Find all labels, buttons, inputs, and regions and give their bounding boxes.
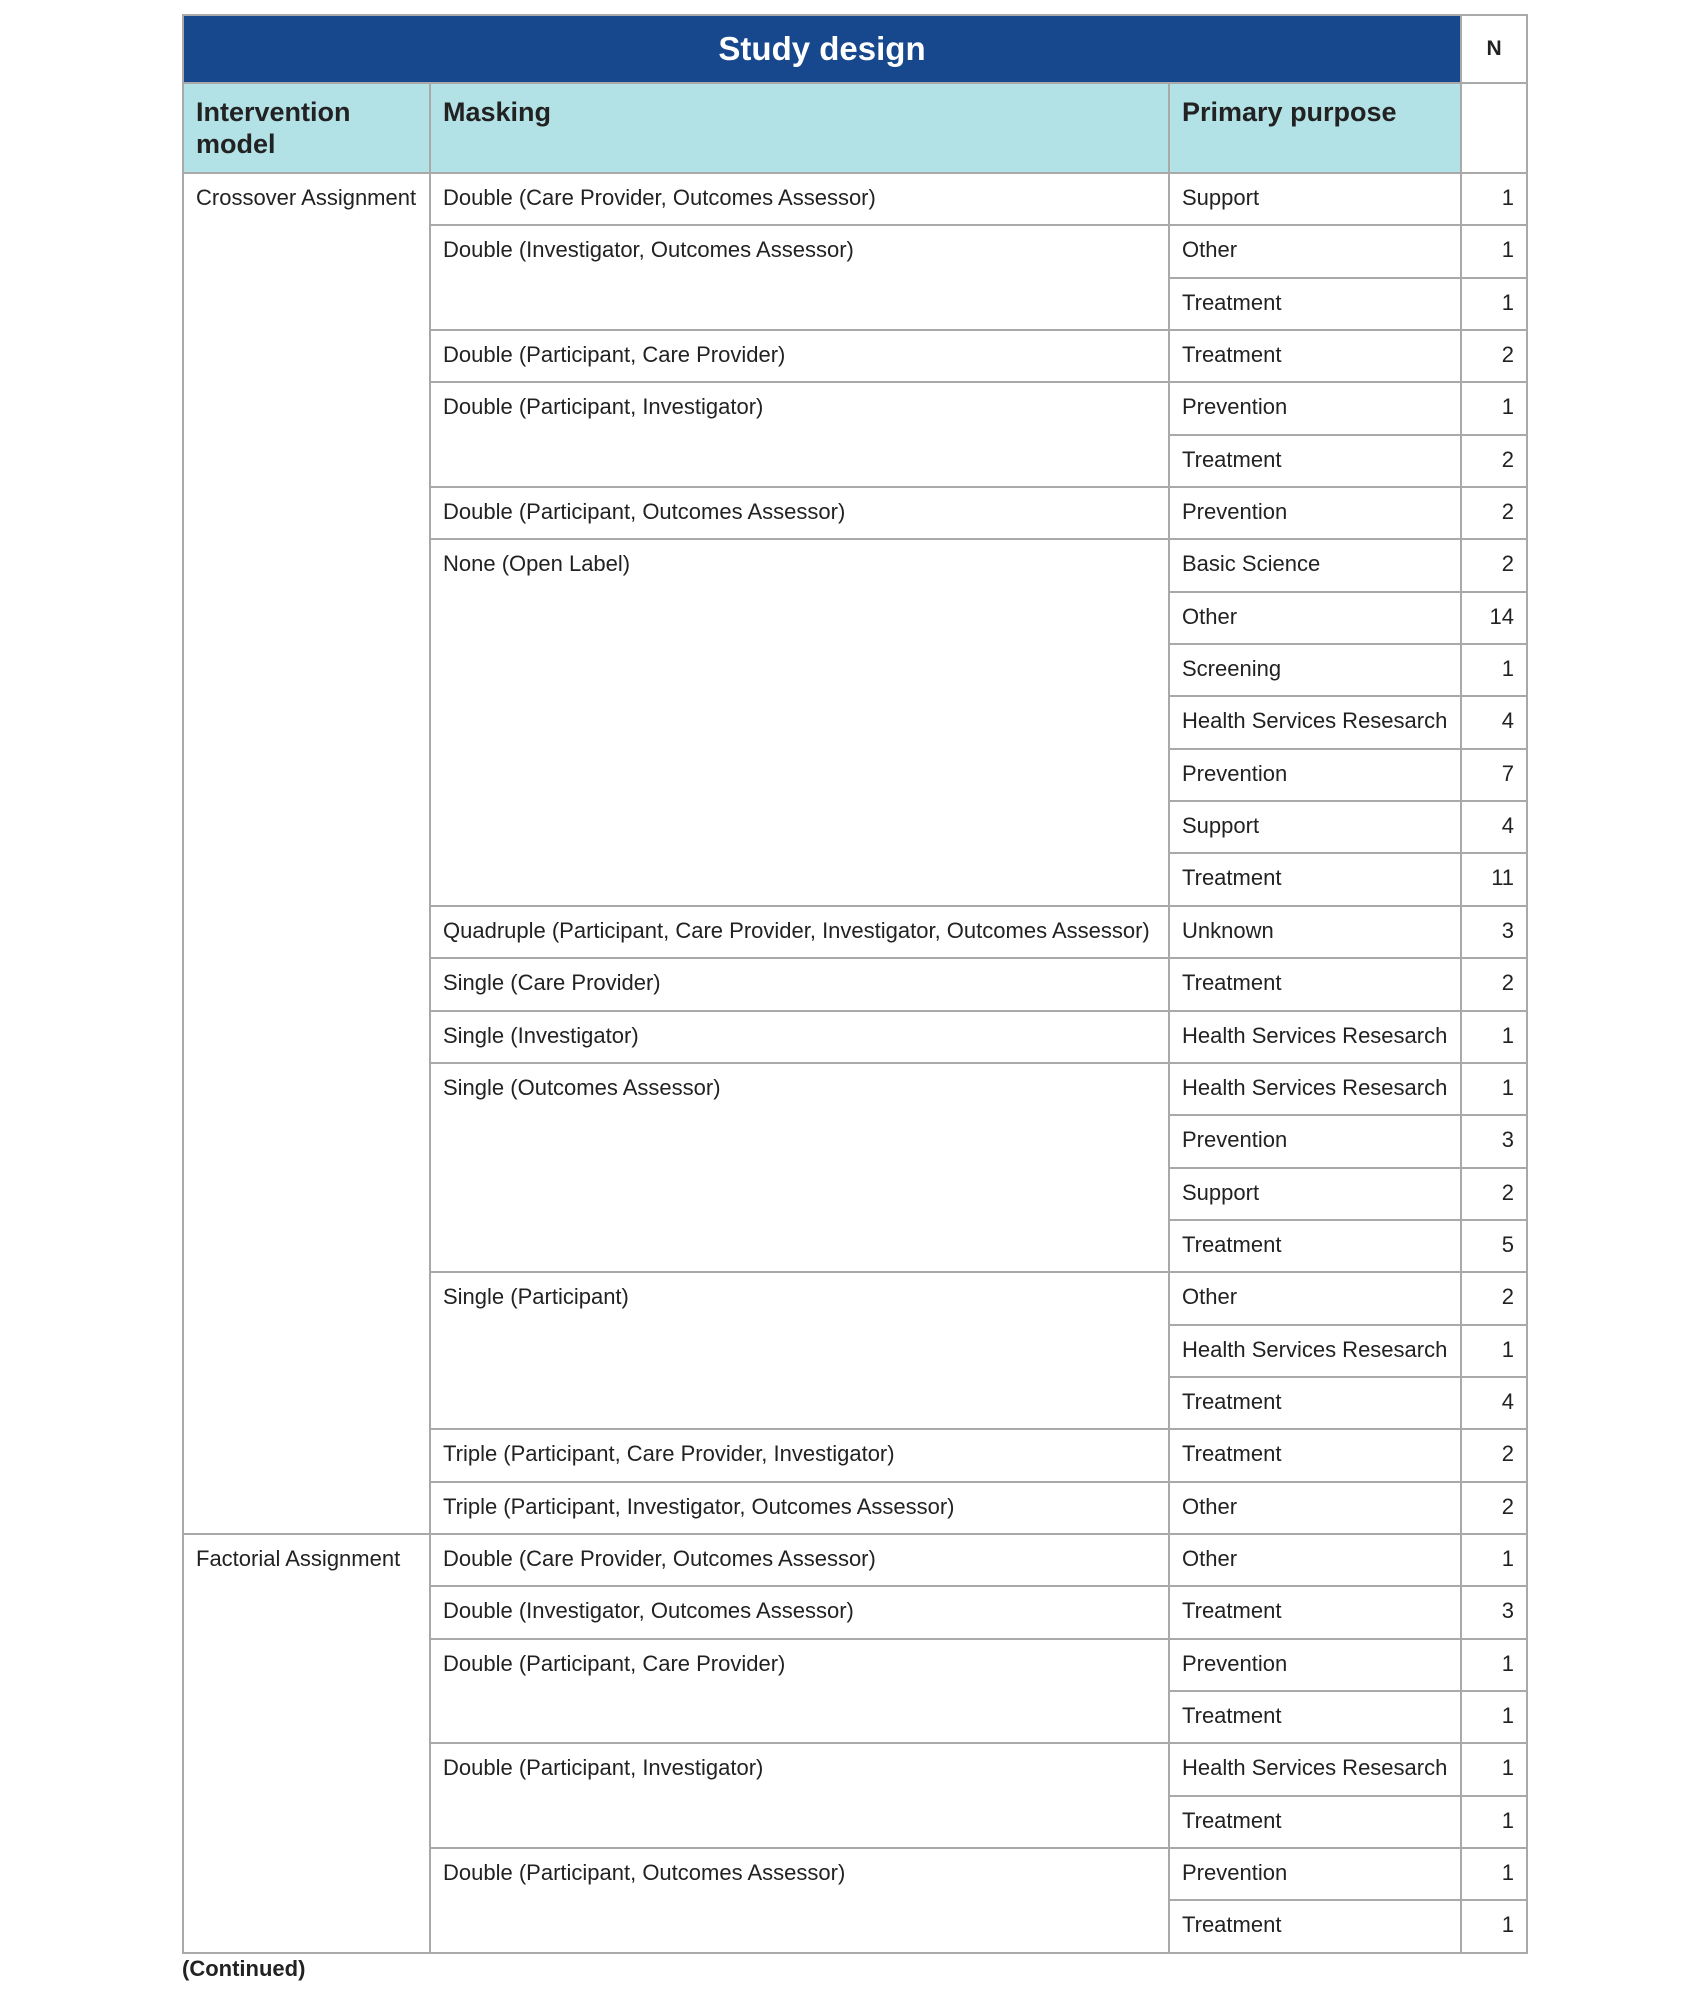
primary-purpose-cell: Health Services Resesarch — [1169, 696, 1461, 748]
primary-purpose-cell: Basic Science — [1169, 539, 1461, 591]
n-column-header: N — [1461, 15, 1527, 83]
masking-cell: Single (Outcomes Assessor) — [430, 1063, 1169, 1272]
primary-purpose-cell: Other — [1169, 225, 1461, 277]
primary-purpose-cell: Treatment — [1169, 1796, 1461, 1848]
primary-purpose-cell: Other — [1169, 1534, 1461, 1586]
primary-purpose-cell: Health Services Resesarch — [1169, 1743, 1461, 1795]
primary-purpose-cell: Support — [1169, 173, 1461, 225]
primary-purpose-cell: Treatment — [1169, 853, 1461, 905]
table-title-row — [183, 15, 1527, 83]
n-value-cell: 7 — [1461, 749, 1527, 801]
masking-cell: Double (Participant, Investigator) — [430, 1743, 1169, 1848]
primary-purpose-cell: Prevention — [1169, 382, 1461, 434]
intervention-model-cell: Factorial Assignment — [183, 1534, 430, 1953]
primary-purpose-cell: Health Services Resesarch — [1169, 1011, 1461, 1063]
primary-purpose-cell: Unknown — [1169, 906, 1461, 958]
masking-cell: Triple (Participant, Care Provider, Investigator) — [430, 1429, 1169, 1481]
n-value-cell: 1 — [1461, 1848, 1527, 1900]
n-value-cell: 2 — [1461, 1168, 1527, 1220]
primary-purpose-cell: Treatment — [1169, 1429, 1461, 1481]
primary-purpose-cell: Support — [1169, 1168, 1461, 1220]
primary-purpose-cell: Prevention — [1169, 749, 1461, 801]
n-header-blank — [1461, 83, 1527, 173]
n-value-cell: 1 — [1461, 1639, 1527, 1691]
n-value-cell: 2 — [1461, 1482, 1527, 1534]
primary-purpose-cell: Treatment — [1169, 330, 1461, 382]
primary-purpose-cell: Treatment — [1169, 958, 1461, 1010]
n-value-cell: 2 — [1461, 435, 1527, 487]
n-value-cell: 1 — [1461, 1743, 1527, 1795]
table-title: Study design — [183, 15, 1461, 83]
primary-purpose-cell: Screening — [1169, 644, 1461, 696]
n-value-cell: 1 — [1461, 644, 1527, 696]
n-value-cell: 1 — [1461, 173, 1527, 225]
n-value-cell: 3 — [1461, 1115, 1527, 1167]
primary-purpose-cell: Health Services Resesarch — [1169, 1063, 1461, 1115]
primary-purpose-cell: Other — [1169, 592, 1461, 644]
continued-note: (Continued) — [182, 1956, 306, 1981]
n-value-cell: 5 — [1461, 1220, 1527, 1272]
masking-cell: Double (Participant, Care Provider) — [430, 1639, 1169, 1744]
primary-purpose-cell: Treatment — [1169, 1586, 1461, 1638]
primary-purpose-cell: Treatment — [1169, 1220, 1461, 1272]
primary-purpose-cell: Support — [1169, 801, 1461, 853]
n-value-cell: 4 — [1461, 801, 1527, 853]
masking-cell: Triple (Participant, Investigator, Outcomes Assessor) — [430, 1482, 1169, 1534]
primary-purpose-cell: Other — [1169, 1272, 1461, 1324]
n-value-cell: 1 — [1461, 278, 1527, 330]
intervention-model-header: Intervention model — [183, 83, 430, 173]
primary-purpose-cell: Prevention — [1169, 1639, 1461, 1691]
n-value-cell: 1 — [1461, 1900, 1527, 1952]
n-value-cell: 2 — [1461, 958, 1527, 1010]
n-value-cell: 14 — [1461, 592, 1527, 644]
masking-cell: Double (Care Provider, Outcomes Assessor) — [430, 1534, 1169, 1586]
primary-purpose-cell: Other — [1169, 1482, 1461, 1534]
primary-purpose-cell: Prevention — [1169, 1115, 1461, 1167]
masking-cell: Single (Participant) — [430, 1272, 1169, 1429]
study-design-table-wrapper — [182, 14, 1526, 1954]
table-row — [183, 173, 1527, 225]
masking-cell: Double (Participant, Investigator) — [430, 382, 1169, 487]
table-body — [183, 173, 1527, 1953]
n-value-cell: 2 — [1461, 330, 1527, 382]
n-value-cell: 1 — [1461, 1691, 1527, 1743]
n-value-cell: 4 — [1461, 1377, 1527, 1429]
table-row — [183, 1534, 1527, 1586]
primary-purpose-cell: Treatment — [1169, 278, 1461, 330]
primary-purpose-cell: Treatment — [1169, 435, 1461, 487]
n-value-cell: 1 — [1461, 225, 1527, 277]
study-design-table — [182, 14, 1528, 1954]
n-value-cell: 2 — [1461, 1429, 1527, 1481]
primary-purpose-cell: Prevention — [1169, 1848, 1461, 1900]
n-value-cell: 1 — [1461, 1011, 1527, 1063]
masking-cell: Double (Participant, Outcomes Assessor) — [430, 487, 1169, 539]
primary-purpose-header: Primary purpose — [1169, 83, 1461, 173]
masking-cell: Double (Investigator, Outcomes Assessor) — [430, 1586, 1169, 1638]
masking-cell: Single (Care Provider) — [430, 958, 1169, 1010]
n-value-cell: 1 — [1461, 1063, 1527, 1115]
masking-header: Masking — [430, 83, 1169, 173]
n-value-cell: 3 — [1461, 906, 1527, 958]
primary-purpose-cell: Health Services Resesarch — [1169, 1325, 1461, 1377]
masking-cell: Double (Investigator, Outcomes Assessor) — [430, 225, 1169, 330]
primary-purpose-cell: Prevention — [1169, 487, 1461, 539]
primary-purpose-cell: Treatment — [1169, 1900, 1461, 1952]
masking-cell: Double (Participant, Outcomes Assessor) — [430, 1848, 1169, 1953]
n-value-cell: 2 — [1461, 539, 1527, 591]
n-value-cell: 2 — [1461, 487, 1527, 539]
masking-cell: None (Open Label) — [430, 539, 1169, 905]
n-value-cell: 2 — [1461, 1272, 1527, 1324]
n-value-cell: 1 — [1461, 1796, 1527, 1848]
n-value-cell: 11 — [1461, 853, 1527, 905]
column-header-row — [183, 83, 1527, 173]
n-value-cell: 1 — [1461, 1325, 1527, 1377]
n-value-cell: 3 — [1461, 1586, 1527, 1638]
n-value-cell: 4 — [1461, 696, 1527, 748]
masking-cell: Double (Participant, Care Provider) — [430, 330, 1169, 382]
masking-cell: Single (Investigator) — [430, 1011, 1169, 1063]
primary-purpose-cell: Treatment — [1169, 1691, 1461, 1743]
masking-cell: Double (Care Provider, Outcomes Assessor) — [430, 173, 1169, 225]
primary-purpose-cell: Treatment — [1169, 1377, 1461, 1429]
n-value-cell: 1 — [1461, 382, 1527, 434]
intervention-model-cell: Crossover Assignment — [183, 173, 430, 1534]
masking-cell: Quadruple (Participant, Care Provider, Investigator, Outcomes Assessor) — [430, 906, 1169, 958]
n-value-cell: 1 — [1461, 1534, 1527, 1586]
